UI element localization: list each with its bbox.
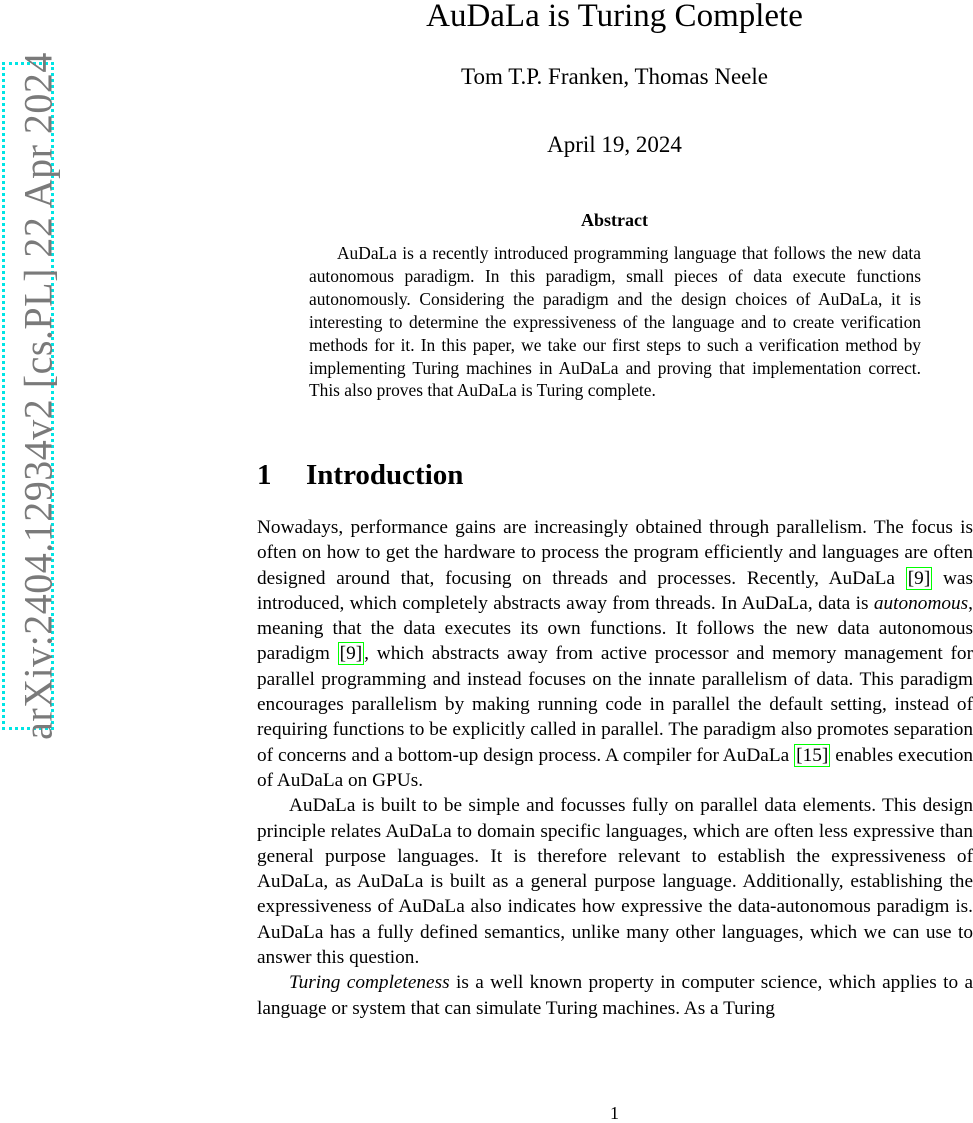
paragraph-3 — [257, 970, 973, 1021]
paragraph-1-text-e: enables execution of AuDaLa on GPUs. — [257, 744, 973, 791]
arxiv-identifier[interactable]: arXiv:2404.12934v2 [cs.PL] 22 Apr 2024 — [15, 52, 61, 740]
citation-link-15[interactable]: [15] — [796, 744, 829, 766]
abstract-text: AuDaLa is a recently introduced programming language that follows the new data autonomous paradigm. In this paradigm, small pieces of data execute functions autonomously. Considering the paradigm and the design choices of AuDaLa, it is interesting to determine the expressiveness of the language and to create verification methods for it. In this paper, we take our first steps to such a verification method by implementing Turing machines in AuDaLa and proving that implementation correct. This also proves that AuDaLa is Turing complete. — [309, 243, 921, 401]
paragraph-2: AuDaLa is built to be simple and focusses fully on parallel data elements. This design principle relates AuDaLa to domain specific languages, which are often less expressive than general purpose languages. It is therefore relevant to establish the expressiveness of AuDaLa, as AuDaLa is built as a general purpose language. Additionally, establishing the expressiveness of AuDaLa also indicates how expressive the data-autonomous paradigm is. AuDaLa has a fully defined semantics, unlike many other languages, which we can use to answer this question. — [257, 795, 973, 969]
paper-authors: Tom T.P. Franken, Thomas Neele — [461, 64, 768, 89]
citation-link-9[interactable]: [9] — [907, 567, 931, 589]
section-number: 1 — [257, 459, 272, 491]
paper-title: AuDaLa is Turing Complete — [426, 0, 803, 34]
section-heading — [257, 459, 463, 492]
body-text — [257, 515, 973, 1021]
paragraph-1-text-a: Nowadays, performance gains are increasingly obtained through parallelism. The focus is often on how to get the hardware to process the program efficiently and languages are often designed around that, focusing on threads and processes. Recently, AuDaLa — [257, 517, 973, 589]
abstract-heading: Abstract — [581, 210, 648, 230]
page-number: 1 — [610, 1103, 619, 1123]
emphasis-turing-completeness: Turing completeness — [289, 972, 450, 994]
paragraph-3-text: is a well known property in computer science, which applies to a language or system that can simulate Turing machines. As a Turing — [257, 972, 973, 1019]
citation-link-9-second[interactable]: [9] — [339, 643, 363, 665]
paragraph-1-text-c: , meaning that the data executes its own functions. It follows the new data autonomous paradigm — [257, 592, 973, 665]
paper-date: April 19, 2024 — [547, 132, 682, 157]
section-title: Introduction — [306, 459, 464, 491]
paragraph-1-text-b: was introduced, which completely abstracts away from threads. In AuDaLa, data is — [257, 567, 973, 614]
paragraph-1-text-d: , which abstracts away from active processor and memory management for parallel programming and instead focuses on the innate parallelism of data. This paradigm encourages parallelism by making running code in parallel the default setting, instead of requiring functions to be explicitly called in parallel. The paradigm also promotes separation of concerns and a bottom-up design process. A compiler for AuDaLa — [257, 643, 973, 766]
paragraph-1 — [257, 515, 973, 793]
emphasis-autonomous: autonomous — [873, 592, 969, 614]
